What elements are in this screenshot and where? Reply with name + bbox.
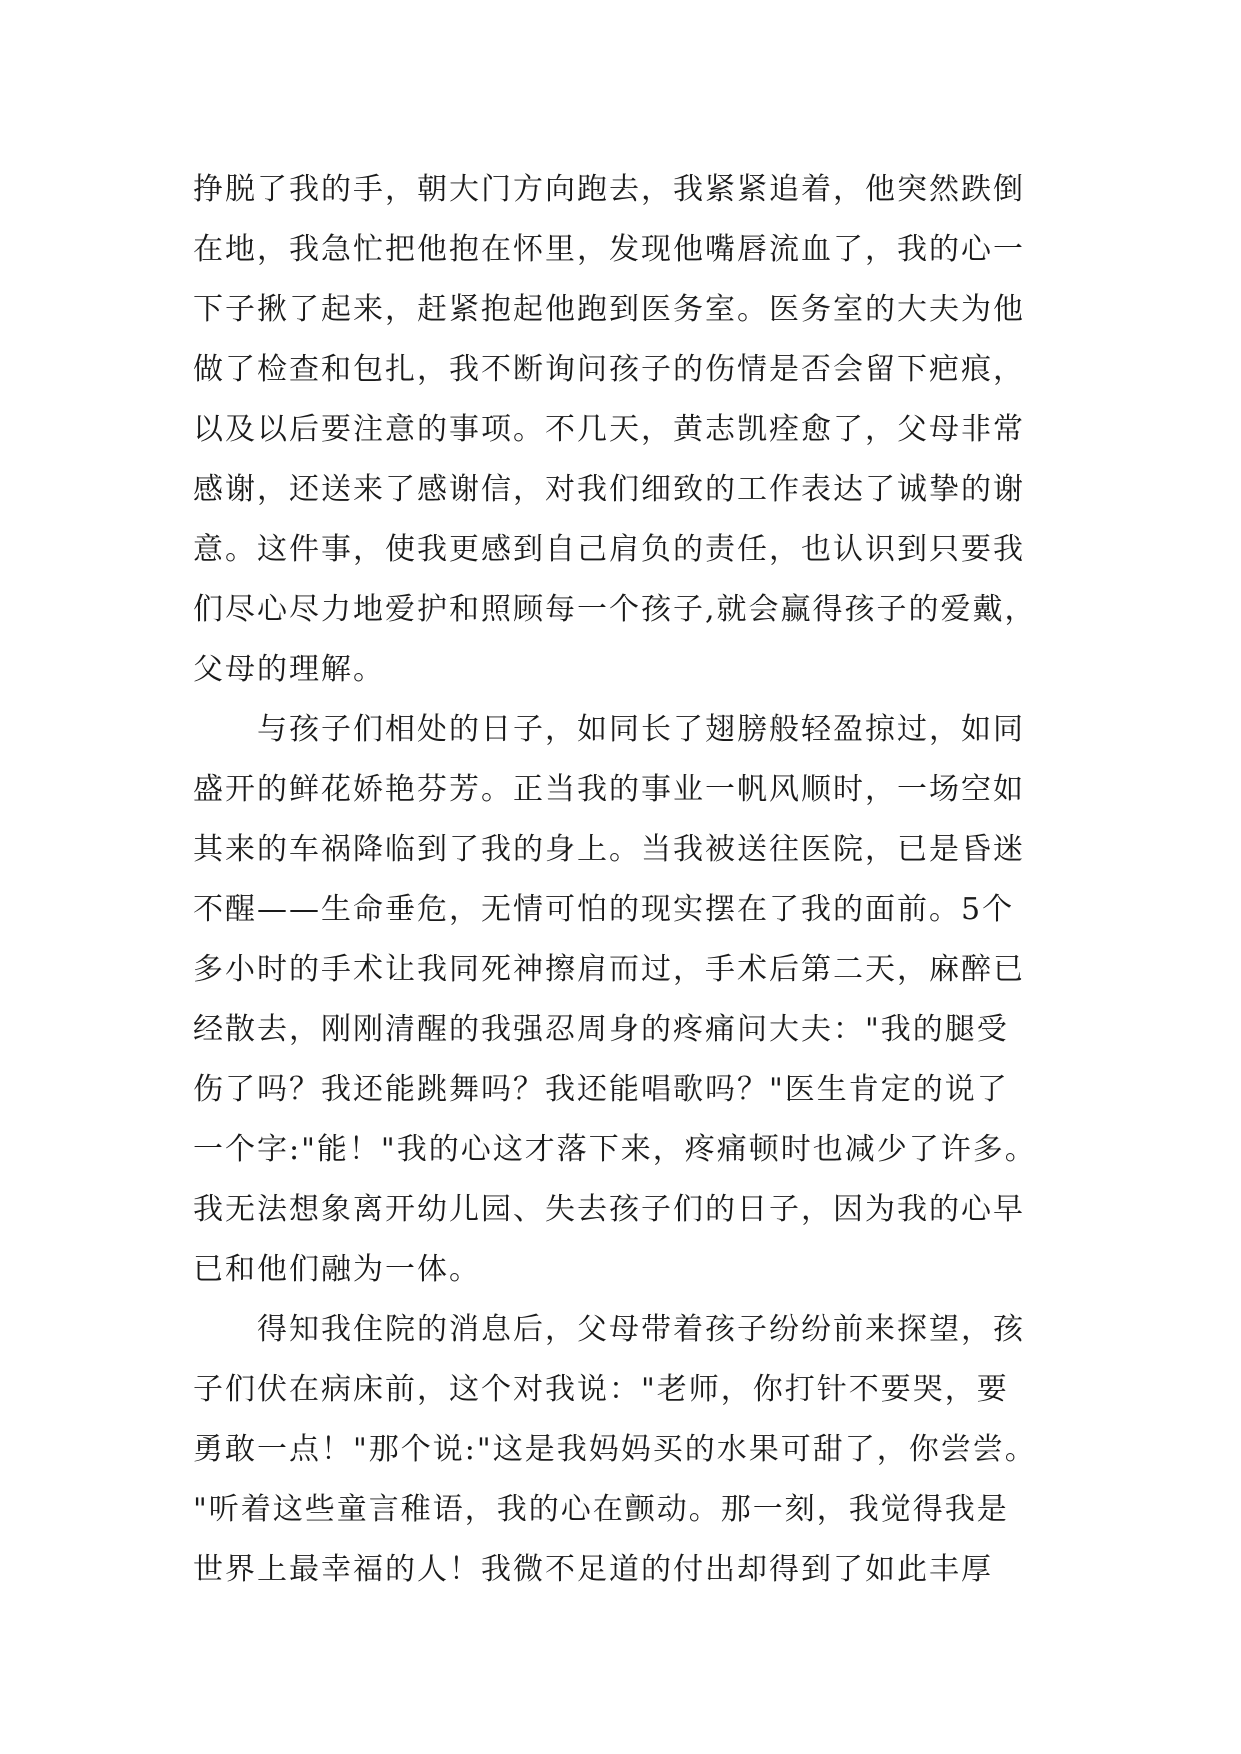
text-line: 其来的车祸降临到了我的身上。当我被送往医院，已是昏迷 xyxy=(193,832,1025,867)
text-line: 不醒——生命垂危，无情可怕的现实摆在了我的面前。5个 xyxy=(193,892,1015,927)
text-line: 做了检查和包扎，我不断询问孩子的伤情是否会留下疤痕， xyxy=(193,352,1025,387)
text-line: 感谢，还送来了感谢信，对我们细致的工作表达了诚挚的谢 xyxy=(193,472,1025,507)
text-line: 父母的理解。 xyxy=(193,652,385,687)
text-line: 以及以后要注意的事项。不几天，黄志凯痊愈了，父母非常 xyxy=(193,412,1025,447)
text-line: 一个字:"能！"我的心这才落下来，疼痛顿时也减少了许多。 xyxy=(193,1132,1037,1167)
text-line: 伤了吗？我还能跳舞吗？我还能唱歌吗？"医生肯定的说了 xyxy=(193,1072,1009,1107)
text-line: 在地，我急忙把他抱在怀里，发现他嘴唇流血了，我的心一 xyxy=(193,232,1025,267)
text-line: 们尽心尽力地爱护和照顾每一个孩子,就会赢得孩子的爱戴， xyxy=(193,592,1037,627)
text-line: 多小时的手术让我同死神擦肩而过，手术后第二天，麻醉已 xyxy=(193,952,1025,987)
text-line: 盛开的鲜花娇艳芬芳。正当我的事业一帆风顺时，一场空如 xyxy=(193,772,1025,807)
text-line: 意。这件事，使我更感到自己肩负的责任，也认识到只要我 xyxy=(193,532,1025,567)
text-line: 勇敢一点！"那个说:"这是我妈妈买的水果可甜了，你尝尝。 xyxy=(193,1432,1037,1467)
text-line: 得知我住院的消息后，父母带着孩子纷纷前来探望，孩 xyxy=(193,1312,1025,1347)
text-line: 子们伏在病床前，这个对我说："老师，你打针不要哭，要 xyxy=(193,1372,1009,1407)
text-line: 经散去，刚刚清醒的我强忍周身的疼痛问大夫："我的腿受 xyxy=(193,1012,1009,1047)
text-line: 世界上最幸福的人！我微不足道的付出却得到了如此丰厚 xyxy=(193,1552,993,1587)
text-line: 与孩子们相处的日子，如同长了翅膀般轻盈掠过，如同 xyxy=(193,712,1025,747)
text-line: 下子揪了起来，赶紧抱起他跑到医务室。医务室的大夫为他 xyxy=(193,292,1025,327)
text-line: 挣脱了我的手，朝大门方向跑去，我紧紧追着，他突然跌倒 xyxy=(193,172,1025,207)
text-line: 已和他们融为一体。 xyxy=(193,1252,481,1287)
text-line: 我无法想象离开幼儿园、失去孩子们的日子，因为我的心早 xyxy=(193,1192,1025,1227)
body-text xyxy=(193,160,1063,1600)
text-line: "听着这些童言稚语，我的心在颤动。那一刻，我觉得我是 xyxy=(193,1492,1009,1527)
